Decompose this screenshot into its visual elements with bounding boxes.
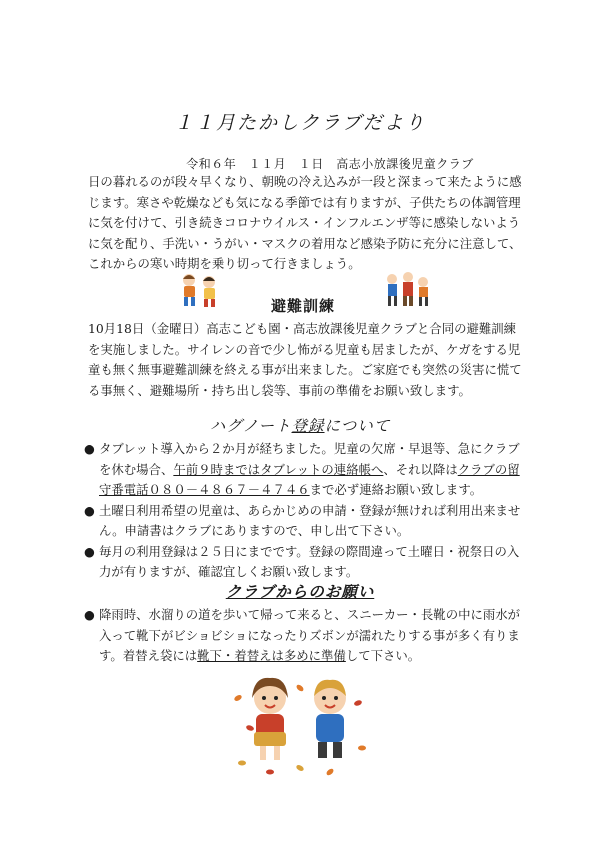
drill-heading: 避難訓練 [270, 297, 335, 315]
bullet-text: して下さい。 [345, 648, 421, 663]
person-head [418, 277, 428, 287]
page-title: １１月たかしクラブだより [173, 112, 426, 134]
child-body [204, 288, 215, 299]
person-head [403, 272, 413, 282]
evacuation-illustration-right [382, 270, 432, 310]
bullet-text: タブレット導入から２か月が経ちました。児童の欠席・早退等、急にクラブを休む場合、 [99, 441, 520, 477]
request-list [84, 605, 530, 667]
child-hair [183, 275, 195, 279]
bullet-dot: ● [84, 502, 95, 518]
spare-clothes-text: 靴下・着替えは多めに準備 [197, 648, 346, 663]
hug-note-heading-post: について [324, 417, 391, 435]
bullet-dot: ● [84, 607, 95, 622]
bullet-text: まで必ず連絡お願い致します。 [309, 482, 483, 497]
hug-note-heading-pre: ハグノート [209, 417, 292, 435]
hug-note-heading [190, 414, 410, 436]
hug-note-bullets [84, 439, 530, 583]
bullet-item-saturday [84, 501, 530, 542]
child-leg [211, 299, 215, 307]
drill-paragraph: 10月18日（金曜日）高志こども園・高志放課後児童クラブと合同の避難訓練を実施しました。サイレンの音で少し怖がる児童も居ましたが、ケガをする児童も無く無事避難訓練を終える事が出来ました。ご家庭でも突然の災害に慌てる事無く、避難場所・持ち出し袋等、事前の準備をお願い致します。 [88, 321, 522, 398]
bullet-item-monthly-registration [84, 542, 530, 583]
girl-figure [252, 678, 288, 760]
child-leg [184, 297, 188, 306]
person-body [388, 284, 397, 296]
person-leg [425, 297, 428, 306]
children-illustration-left [175, 270, 227, 310]
bullet-item-rain [84, 605, 530, 667]
hug-note-heading-registration: 登録 [291, 417, 325, 435]
person-leg [419, 297, 422, 306]
intro-paragraph: 日の暮れるのが段々早くなり、朝晩の冷え込みが一段と深まって来たように感じます。寒さや乾燥なども気になる季節では有りますが、子供たちの体調管理に気を付けて、引き続きコロナウイルス・インフルエンザ等に感染しないように気を配り、手洗い・うがい・マスクの着用など感染予防に充分に注意して、これからの寒い時期を乗り切って行きましょう。 [88, 174, 522, 271]
dateline: 令和６年 １１月 １日 高志小放課後児童クラブ [186, 157, 474, 171]
person-leg [409, 296, 413, 306]
bullet-dot: ● [84, 543, 95, 559]
person-leg [394, 296, 397, 306]
bullet-text: 毎月の利用登録は２５日にまでです。登録の際間違って土曜日・祝祭日の入力が有りますが、確認宜しくお願い致します。 [99, 543, 520, 579]
person-leg [403, 296, 407, 306]
person-head [387, 274, 397, 284]
child-leg [204, 299, 208, 307]
bullet-dot: ● [84, 441, 95, 456]
request-heading: クラブからのお願い [225, 582, 375, 601]
bullet-text: 、それ以降は [383, 461, 458, 477]
answering-machine-phone: クラブの留守番電話０８０－４８６７－４７４６ [99, 461, 520, 497]
boy-figure [314, 680, 346, 758]
autumn-children-illustration [230, 668, 370, 778]
child-leg [191, 297, 195, 306]
bullet-text: 降雨時、水溜りの道を歩いて帰って来ると、スニーカー・長靴の中に雨水が入って靴下がビショビショになったりズボンが濡れたりする事が多く有ります。着替え袋には [99, 607, 521, 663]
child-hair [203, 277, 215, 281]
tablet-deadline-text: 午前９時まではタブレットの連絡帳へ [173, 461, 384, 477]
child-body [184, 286, 195, 297]
bullet-text: 土曜日利用希望の児童は、あらかじめの申請・登録が無ければ利用出来ません。申請書はクラブにありますので、申し出て下さい。 [99, 502, 521, 538]
person-body [419, 287, 428, 297]
person-body [403, 282, 413, 296]
person-leg [388, 296, 391, 306]
bullet-item-absence-contact [84, 439, 530, 501]
falling-leaves [233, 684, 366, 777]
